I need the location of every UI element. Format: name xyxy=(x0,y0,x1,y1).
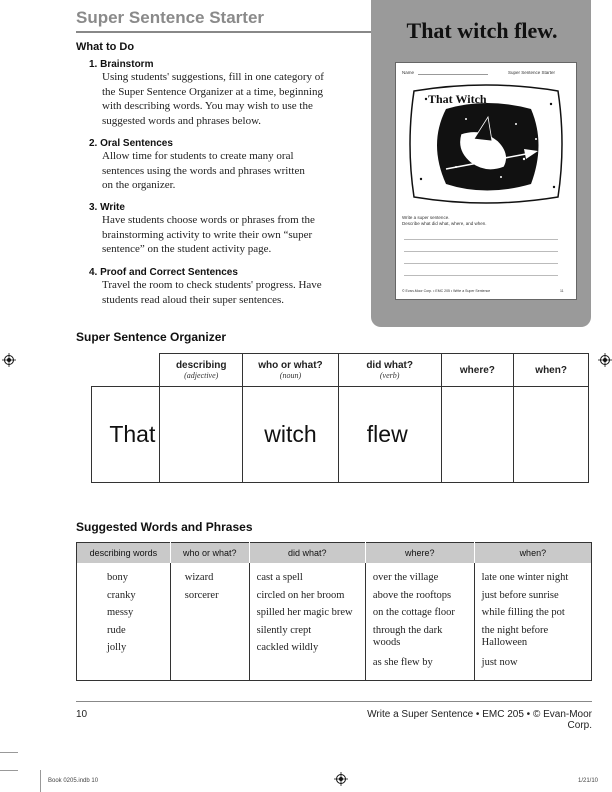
crop-mark xyxy=(0,770,18,771)
slug-file: Book 0205.indb 10 xyxy=(48,778,99,784)
step-1 xyxy=(89,59,352,128)
did-what-list xyxy=(249,563,365,681)
list-item: as she flew by xyxy=(372,657,433,668)
footer-rule xyxy=(76,701,592,702)
organizer-col-header: when? xyxy=(514,354,589,387)
list-item: through the dark woods xyxy=(372,624,443,648)
mini-instruction-2: Describe what did what, where, and when. xyxy=(402,221,487,226)
list-item: spilled her magic brew xyxy=(256,607,353,618)
step-3 xyxy=(89,202,352,257)
suggested-col-header: when? xyxy=(474,543,591,564)
registration-mark-icon xyxy=(598,353,612,367)
mini-series-label: Super Sentence Starter xyxy=(508,70,556,75)
who-what-list xyxy=(170,563,249,681)
organizer-blank-header xyxy=(92,354,160,387)
list-item: cast a spell xyxy=(256,572,303,583)
step-line: with describing words. You may wish to use the xyxy=(102,100,313,112)
step-body xyxy=(102,70,352,128)
list-item: wizard xyxy=(184,572,214,583)
registration-mark-icon xyxy=(2,353,16,367)
step-title: 3. Write xyxy=(89,202,125,213)
list-item: over the village xyxy=(372,572,439,583)
organizer-col-header: did what? (verb) xyxy=(338,354,441,387)
step-line: brainstorming activity to write their own “super xyxy=(102,228,313,241)
page-number: 10 xyxy=(76,709,88,720)
list-item: cackled wildly xyxy=(256,642,319,653)
organizer-cell[interactable]: flew xyxy=(338,387,441,483)
mini-name-label: Name xyxy=(402,70,415,75)
preview-title: That witch flew. xyxy=(406,18,558,43)
organizer-col-header: describing (adjective) xyxy=(160,354,243,387)
footer-credit: Write a Super Sentence • EMC 205 • © Evan-Moor Corp. xyxy=(367,709,592,731)
step-line: on the organizer. xyxy=(102,179,176,191)
step-4 xyxy=(89,267,352,307)
step-body xyxy=(102,213,352,257)
step-line: Travel the room to check students' progress. Have xyxy=(102,279,322,291)
step-line: sentences using the words and phrases written xyxy=(102,164,305,177)
where-list xyxy=(365,563,474,681)
step-2 xyxy=(89,138,352,193)
list-item: messy xyxy=(107,607,134,618)
step-title: 1. Brainstorm xyxy=(89,59,154,70)
step-body xyxy=(102,278,352,307)
organizer-heading: Super Sentence Organizer xyxy=(76,330,227,344)
organizer-col-header: who or what? (noun) xyxy=(243,354,339,387)
mini-instruction-1: Write a super sentence. xyxy=(402,215,450,220)
crop-mark xyxy=(0,752,18,753)
organizer-cell[interactable] xyxy=(160,387,243,483)
mini-write-line xyxy=(404,251,558,252)
list-item: bony xyxy=(107,572,128,583)
what-to-do-heading: What to Do xyxy=(76,41,135,53)
mini-name-line xyxy=(418,74,488,75)
list-item: just now xyxy=(481,657,518,668)
suggested-table xyxy=(76,542,592,681)
organizer-cell[interactable]: That xyxy=(92,387,160,483)
mini-write-line xyxy=(404,239,558,240)
list-item: on the cottage floor xyxy=(372,607,455,618)
step-line: sentence” on the student activity page. xyxy=(102,243,272,255)
list-item: silently crept xyxy=(256,624,312,636)
organizer-row xyxy=(92,387,589,483)
suggested-heading: Suggested Words and Phrases xyxy=(76,520,253,534)
step-body xyxy=(102,149,352,193)
crop-mark xyxy=(40,770,41,792)
mini-art-title: That Witch xyxy=(428,92,487,106)
mini-footer-left: © Evan-Moor Corp. • EMC 205 • Write a Super Sentence xyxy=(402,289,491,293)
list-item: rude xyxy=(107,624,126,636)
slug-date: 1/21/10 xyxy=(578,778,599,784)
suggested-col-header: who or what? xyxy=(170,543,249,564)
registration-mark-icon xyxy=(334,772,348,786)
list-item: while filling the pot xyxy=(481,607,565,618)
suggested-col-header: describing words xyxy=(77,543,171,564)
when-list xyxy=(474,563,591,681)
organizer-table xyxy=(91,353,589,483)
page-title: Super Sentence Starter xyxy=(76,8,265,27)
witch-illustration xyxy=(406,79,566,209)
step-line: the Super Sentence Organizer at a time, beginning xyxy=(102,85,323,98)
mini-footer-right: 11 xyxy=(560,289,564,293)
step-line: suggested words and phrases below. xyxy=(102,114,262,127)
list-item: late one winter night xyxy=(481,572,569,583)
step-line: Allow time for students to create many oral xyxy=(102,150,294,162)
suggested-col-header: where? xyxy=(365,543,474,564)
step-title: 2. Oral Sentences xyxy=(89,138,173,149)
organizer-col-header: where? xyxy=(441,354,514,387)
step-line: students read aloud their super sentences. xyxy=(102,293,285,306)
step-line: Have students choose words or phrases from the xyxy=(102,214,315,226)
organizer-cell[interactable] xyxy=(514,387,589,483)
header-rule xyxy=(76,31,371,33)
list-item: circled on her broom xyxy=(256,589,345,601)
list-item: above the rooftops xyxy=(372,589,452,601)
suggested-body-row xyxy=(77,563,592,681)
step-line: Using students' suggestions, fill in one category of xyxy=(102,71,324,83)
organizer-cell[interactable]: witch xyxy=(243,387,339,483)
suggested-col-header: did what? xyxy=(249,543,365,564)
student-page-thumbnail xyxy=(395,62,577,300)
list-item: cranky xyxy=(107,589,136,601)
mini-write-line xyxy=(404,275,558,276)
suggested-header-row xyxy=(77,543,592,564)
list-item: just before sunrise xyxy=(481,589,559,601)
list-item: the night before Halloween xyxy=(481,624,549,648)
describing-words-list xyxy=(77,563,171,681)
list-item: sorcerer xyxy=(184,589,219,601)
organizer-cell[interactable] xyxy=(441,387,514,483)
mini-write-line xyxy=(404,263,558,264)
list-item: jolly xyxy=(107,642,127,653)
organizer-header-row xyxy=(92,354,589,387)
step-title: 4. Proof and Correct Sentences xyxy=(89,267,238,278)
